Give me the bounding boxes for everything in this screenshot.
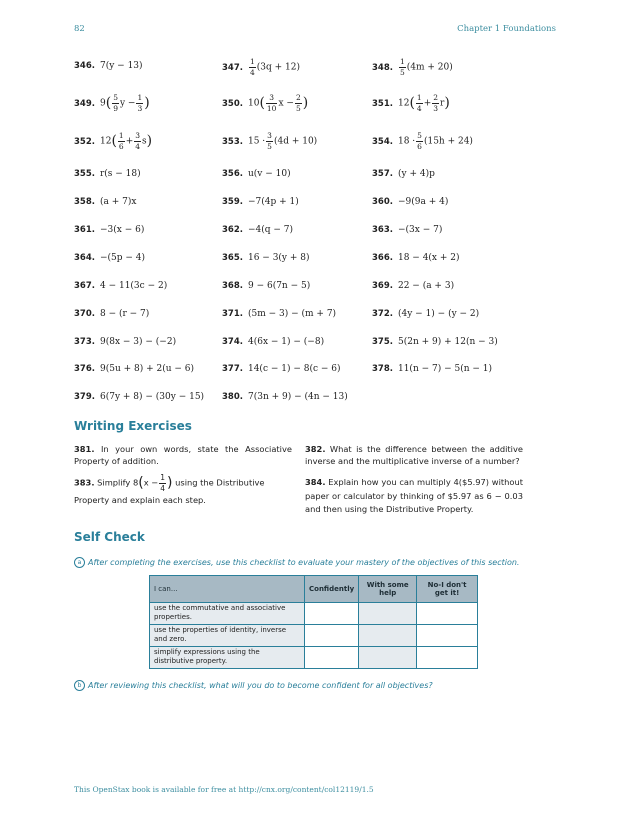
page-number: 82 xyxy=(74,24,85,34)
exercise-382: 382. What is the difference between the additive inverse and the multiplicative inverse of a number? xyxy=(305,444,523,466)
writing-exercises-heading: Writing Exercises xyxy=(74,419,192,433)
objective-label: use the properties of identity, inverse and zero. xyxy=(150,625,305,647)
exercise-371: 371. (5m − 3) − (m + 7) xyxy=(222,309,337,319)
objective-label: use the commutative and associative properties. xyxy=(150,603,305,625)
chapter-title: Chapter 1 Foundations xyxy=(457,24,556,34)
exercise-347: 347. $\frac{1}{4}$ (3q + 12) xyxy=(222,57,300,77)
hint-a-badge: a xyxy=(74,557,85,568)
exercise-363: 363. −(3x − 7) xyxy=(372,225,443,235)
exercise-349: 349. 9( $\frac{5}{9}$ y − $\frac{1}{3}$ ) xyxy=(74,93,150,113)
exercise-353: 353. 15 · $\frac{3}{5}$ (4d + 10) xyxy=(222,131,318,151)
exercise-354: 354. 18 · $\frac{5}{6}$ (15h + 24) xyxy=(372,131,473,151)
table-row xyxy=(150,625,478,647)
checkbox-cell[interactable] xyxy=(359,603,417,625)
self-check-table xyxy=(149,575,478,669)
exercise-376: 376. 9(5u + 8) + 2(u − 6) xyxy=(74,364,195,374)
col-i-can: I can... xyxy=(150,576,305,603)
exercise-369: 369. 22 − (a + 3) xyxy=(372,281,455,291)
self-check-heading: Self Check xyxy=(74,530,145,544)
exercise-379: 379. 6(7y + 8) − (30y − 15) xyxy=(74,392,205,402)
exercise-377: 377. 14(c − 1) − 8(c − 6) xyxy=(222,364,341,374)
exercise-372: 372. (4y − 1) − (y − 2) xyxy=(372,309,480,319)
exercise-368: 368. 9 − 6(7n − 5) xyxy=(222,281,311,291)
exercise-362: 362. −4(q − 7) xyxy=(222,225,294,235)
checkbox-cell[interactable] xyxy=(417,647,478,669)
exercise-356: 356. u(v − 10) xyxy=(222,169,291,179)
exercise-358: 358. (a + 7)x xyxy=(74,197,137,207)
self-check-hint-b: b After reviewing this checklist, what will you do to become confident for all objectives? xyxy=(74,680,433,691)
exercise-373: 373. 9(8x − 3) − (−2) xyxy=(74,337,177,347)
checkbox-cell[interactable] xyxy=(359,647,417,669)
exercise-348: 348. $\frac{1}{5}$ (4m + 20) xyxy=(372,57,453,77)
checkbox-cell[interactable] xyxy=(417,625,478,647)
exercise-384: 384. Explain how you can multiply 4($5.97) without paper or calculator by thinking of $5.97 as 6 − 0.03 and then using the Distributive Property. xyxy=(305,477,523,514)
exercise-370: 370. 8 − (r − 7) xyxy=(74,309,150,319)
exercise-350: 350. 10( $\frac{3}{10}$ x − $\frac{2}{5}$ ) xyxy=(222,93,309,113)
exercise-375: 375. 5(2n + 9) + 12(n − 3) xyxy=(372,337,498,347)
exercise-359: 359. −7(4p + 1) xyxy=(222,197,299,207)
exercise-367: 367. 4 − 11(3c − 2) xyxy=(74,281,168,291)
checkbox-cell[interactable] xyxy=(417,603,478,625)
exercise-366: 366. 18 − 4(x + 2) xyxy=(372,253,460,263)
exercise-355: 355. r(s − 18) xyxy=(74,169,141,179)
exercise-381: 381. In your own words, state the Associative Property of addition. xyxy=(74,444,293,466)
exercise-351: 351. 12( $\frac{1}{4}$ + $\frac{2}{3}$ r) xyxy=(372,93,450,113)
checkbox-cell[interactable] xyxy=(359,625,417,647)
exercise-357: 357. (y + 4)p xyxy=(372,169,435,179)
exercise-364: 364. −(5p − 4) xyxy=(74,253,146,263)
col-confidently: Confidently xyxy=(305,576,359,603)
exercise-365: 365. 16 − 3(y + 8) xyxy=(222,253,310,263)
footer: This OpenStax book is available for free at http://cnx.org/content/col12119/1.5 xyxy=(74,785,374,794)
self-check-hint-a: a After completing the exercises, use this checklist to evaluate your mastery of the objectives of this section. xyxy=(74,557,519,568)
exercise-378: 378. 11(n − 7) − 5(n − 1) xyxy=(372,364,493,374)
checkbox-cell[interactable] xyxy=(305,647,359,669)
exercise-383: 383. Simplify 8(x − $\frac{1}{4}$ ) using the Distributive Property and explain each step. xyxy=(74,473,265,505)
exercise-380: 380. 7(3n + 9) − (4n − 13) xyxy=(222,392,348,402)
table-row xyxy=(150,603,478,625)
hint-b-badge: b xyxy=(74,680,85,691)
table-row xyxy=(150,647,478,669)
exercise-361: 361. −3(x − 6) xyxy=(74,225,145,235)
exercise-360: 360. −9(9a + 4) xyxy=(372,197,449,207)
col-with-some-help: With some help xyxy=(359,576,417,603)
exercise-374: 374. 4(6x − 1) − (−8) xyxy=(222,337,325,347)
objective-label: simplify expressions using the distributive property. xyxy=(150,647,305,669)
col-no-dont-get-it: No-I don't get it! xyxy=(417,576,478,603)
exercise-346: 346. 7(y − 13) xyxy=(74,61,143,71)
checkbox-cell[interactable] xyxy=(305,625,359,647)
exercise-352: 352. 12( $\frac{1}{6}$ + $\frac{3}{4}$ s) xyxy=(74,131,153,151)
checkbox-cell[interactable] xyxy=(305,603,359,625)
table-header-row xyxy=(150,576,478,603)
